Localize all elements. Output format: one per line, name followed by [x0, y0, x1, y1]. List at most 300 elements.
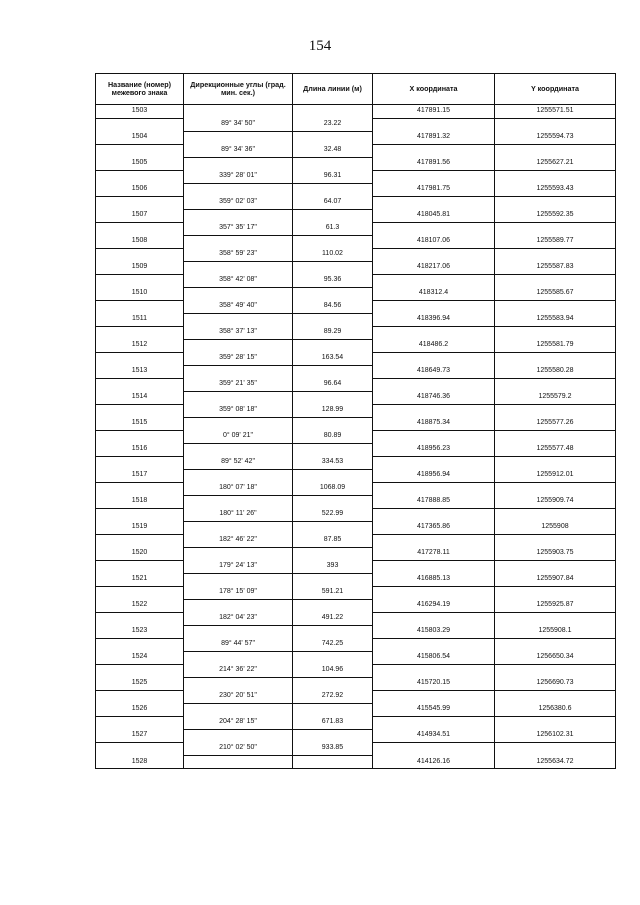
direction-angle-cell: 358° 42' 08" — [184, 274, 293, 287]
empty-cell — [495, 300, 616, 313]
table-row — [96, 209, 616, 222]
empty-cell — [293, 417, 373, 430]
line-length-cell: 95.36 — [293, 274, 373, 287]
empty-cell — [96, 742, 184, 755]
header-x-coordinate: X координата — [373, 74, 495, 105]
direction-angle-cell: 0° 09' 21" — [184, 430, 293, 443]
empty-cell — [96, 482, 184, 495]
empty-cell — [184, 391, 293, 404]
empty-cell — [373, 170, 495, 183]
x-coordinate-cell: 417365.86 — [373, 521, 495, 534]
table-row — [96, 573, 616, 586]
y-coordinate-cell: 1255580.28 — [495, 365, 616, 378]
empty-cell — [373, 352, 495, 365]
y-coordinate-cell: 1255587.83 — [495, 261, 616, 274]
direction-angle-cell: 89° 52' 42" — [184, 456, 293, 469]
empty-cell — [495, 248, 616, 261]
segment-row — [96, 534, 616, 547]
empty-cell — [184, 313, 293, 326]
x-coordinate-cell: 415806.54 — [373, 651, 495, 664]
empty-cell — [96, 716, 184, 729]
empty-cell — [293, 755, 373, 769]
empty-cell — [184, 131, 293, 144]
empty-cell — [184, 339, 293, 352]
table-row — [96, 469, 616, 482]
table-row — [96, 547, 616, 560]
empty-cell — [373, 404, 495, 417]
table-body — [96, 105, 616, 769]
empty-cell — [495, 586, 616, 599]
page-number: 154 — [308, 38, 332, 54]
table-row — [96, 521, 616, 534]
empty-cell — [184, 625, 293, 638]
table-row — [96, 729, 616, 742]
empty-cell — [96, 586, 184, 599]
header-mark-name: Название (номер) межевого знака — [96, 74, 184, 105]
segment-row — [96, 716, 616, 729]
table-row — [96, 599, 616, 612]
empty-cell — [373, 742, 495, 755]
y-coordinate-cell: 1255583.94 — [495, 313, 616, 326]
empty-cell — [293, 261, 373, 274]
empty-cell — [293, 573, 373, 586]
x-coordinate-cell: 418649.73 — [373, 365, 495, 378]
mark-name-cell: 1513 — [96, 365, 184, 378]
empty-cell — [293, 235, 373, 248]
table-row — [96, 287, 616, 300]
segment-row — [96, 222, 616, 235]
segment-row — [96, 482, 616, 495]
line-length-cell: 110.02 — [293, 248, 373, 261]
empty-cell — [373, 612, 495, 625]
empty-cell — [184, 677, 293, 690]
table-row — [96, 313, 616, 326]
direction-angle-cell: 359° 08' 18" — [184, 404, 293, 417]
x-coordinate-cell: 418486.2 — [373, 339, 495, 352]
segment-row — [96, 196, 616, 209]
mark-name-cell: 1526 — [96, 703, 184, 716]
empty-cell — [184, 157, 293, 170]
direction-angle-cell: 359° 21' 35" — [184, 378, 293, 391]
segment-row — [96, 430, 616, 443]
x-coordinate-cell: 418045.81 — [373, 209, 495, 222]
segment-row — [96, 352, 616, 365]
direction-angle-cell: 339° 28' 01" — [184, 170, 293, 183]
empty-cell — [495, 482, 616, 495]
mark-name-cell: 1520 — [96, 547, 184, 560]
empty-cell — [184, 443, 293, 456]
empty-cell — [96, 612, 184, 625]
segment-row — [96, 118, 616, 131]
empty-cell — [96, 690, 184, 703]
direction-angle-cell: 230° 20' 51" — [184, 690, 293, 703]
line-length-cell: 491.22 — [293, 612, 373, 625]
empty-cell — [373, 690, 495, 703]
y-coordinate-cell: 1255581.79 — [495, 339, 616, 352]
mark-name-cell: 1527 — [96, 729, 184, 742]
empty-cell — [495, 742, 616, 755]
empty-cell — [373, 144, 495, 157]
line-length-cell: 163.54 — [293, 352, 373, 365]
mark-name-cell: 1518 — [96, 495, 184, 508]
y-coordinate-cell: 1255593.43 — [495, 183, 616, 196]
segment-row — [96, 612, 616, 625]
direction-angle-cell: 359° 02' 03" — [184, 196, 293, 209]
table-row — [96, 339, 616, 352]
segment-row — [96, 742, 616, 755]
mark-name-cell: 1516 — [96, 443, 184, 456]
empty-cell — [293, 443, 373, 456]
direction-angle-cell: 359° 28' 15" — [184, 352, 293, 365]
y-coordinate-cell: 1255585.67 — [495, 287, 616, 300]
line-length-cell: 87.85 — [293, 534, 373, 547]
x-coordinate-cell: 414126.16 — [373, 755, 495, 769]
mark-name-cell: 1511 — [96, 313, 184, 326]
y-coordinate-cell: 1255907.84 — [495, 573, 616, 586]
empty-cell — [495, 716, 616, 729]
y-coordinate-cell: 1255925.87 — [495, 599, 616, 612]
y-coordinate-cell: 1256690.73 — [495, 677, 616, 690]
mark-name-cell: 1519 — [96, 521, 184, 534]
empty-cell — [96, 508, 184, 521]
mark-name-cell: 1514 — [96, 391, 184, 404]
direction-angle-cell: 89° 34' 36" — [184, 144, 293, 157]
line-length-cell: 671.83 — [293, 716, 373, 729]
mark-name-cell: 1505 — [96, 157, 184, 170]
empty-cell — [373, 300, 495, 313]
empty-cell — [495, 560, 616, 573]
empty-cell — [495, 378, 616, 391]
x-coordinate-cell: 418107.06 — [373, 235, 495, 248]
line-length-cell: 522.99 — [293, 508, 373, 521]
empty-cell — [96, 378, 184, 391]
empty-cell — [96, 326, 184, 339]
empty-cell — [373, 508, 495, 521]
empty-cell — [373, 118, 495, 131]
segment-row — [96, 456, 616, 469]
x-coordinate-cell: 417891.15 — [373, 105, 495, 119]
mark-name-cell: 1522 — [96, 599, 184, 612]
segment-row — [96, 144, 616, 157]
table-row — [96, 495, 616, 508]
mark-name-cell: 1509 — [96, 261, 184, 274]
empty-cell — [184, 417, 293, 430]
line-length-cell: 32.48 — [293, 144, 373, 157]
empty-cell — [293, 105, 373, 119]
direction-angle-cell: 182° 04' 23" — [184, 612, 293, 625]
x-coordinate-cell: 418312.4 — [373, 287, 495, 300]
table-header-row — [96, 74, 616, 105]
direction-angle-cell: 214° 36' 22" — [184, 664, 293, 677]
x-coordinate-cell: 417891.56 — [373, 157, 495, 170]
empty-cell — [495, 690, 616, 703]
empty-cell — [495, 430, 616, 443]
mark-name-cell: 1504 — [96, 131, 184, 144]
empty-cell — [184, 547, 293, 560]
x-coordinate-cell: 418217.06 — [373, 261, 495, 274]
segment-row — [96, 690, 616, 703]
segment-row — [96, 170, 616, 183]
empty-cell — [293, 183, 373, 196]
empty-cell — [96, 560, 184, 573]
empty-cell — [373, 456, 495, 469]
x-coordinate-cell: 418875.34 — [373, 417, 495, 430]
x-coordinate-cell: 417981.75 — [373, 183, 495, 196]
table-row — [96, 261, 616, 274]
segment-row — [96, 404, 616, 417]
x-coordinate-cell: 415803.29 — [373, 625, 495, 638]
segment-row — [96, 560, 616, 573]
segment-row — [96, 664, 616, 677]
line-length-cell: 96.31 — [293, 170, 373, 183]
empty-cell — [495, 456, 616, 469]
table-row — [96, 651, 616, 664]
empty-cell — [293, 131, 373, 144]
empty-cell — [373, 482, 495, 495]
y-coordinate-cell: 1256102.31 — [495, 729, 616, 742]
y-coordinate-cell: 1255577.48 — [495, 443, 616, 456]
empty-cell — [373, 274, 495, 287]
empty-cell — [293, 703, 373, 716]
direction-angle-cell: 358° 37' 13" — [184, 326, 293, 339]
y-coordinate-cell: 1255577.26 — [495, 417, 616, 430]
y-coordinate-cell: 1255589.77 — [495, 235, 616, 248]
x-coordinate-cell: 418956.23 — [373, 443, 495, 456]
line-length-cell: 64.07 — [293, 196, 373, 209]
segment-row — [96, 300, 616, 313]
empty-cell — [495, 638, 616, 651]
y-coordinate-cell: 1256380.6 — [495, 703, 616, 716]
segment-row — [96, 248, 616, 261]
line-length-cell: 61.3 — [293, 222, 373, 235]
segment-row — [96, 378, 616, 391]
empty-cell — [495, 664, 616, 677]
empty-cell — [184, 521, 293, 534]
line-length-cell: 96.64 — [293, 378, 373, 391]
empty-cell — [495, 196, 616, 209]
empty-cell — [495, 508, 616, 521]
direction-angle-cell: 210° 02' 50" — [184, 742, 293, 755]
y-coordinate-cell: 1255592.35 — [495, 209, 616, 222]
mark-name-cell: 1517 — [96, 469, 184, 482]
y-coordinate-cell: 1255627.21 — [495, 157, 616, 170]
mark-name-cell: 1503 — [96, 105, 184, 119]
empty-cell — [293, 729, 373, 742]
empty-cell — [293, 469, 373, 482]
y-coordinate-cell: 1255594.73 — [495, 131, 616, 144]
mark-name-cell: 1507 — [96, 209, 184, 222]
table-row — [96, 157, 616, 170]
empty-cell — [373, 586, 495, 599]
mark-name-cell: 1510 — [96, 287, 184, 300]
line-length-cell: 84.56 — [293, 300, 373, 313]
x-coordinate-cell: 418396.94 — [373, 313, 495, 326]
mark-name-cell: 1515 — [96, 417, 184, 430]
empty-cell — [373, 716, 495, 729]
empty-cell — [293, 209, 373, 222]
x-coordinate-cell: 418956.94 — [373, 469, 495, 482]
table-row — [96, 105, 616, 119]
y-coordinate-cell: 1256650.34 — [495, 651, 616, 664]
empty-cell — [293, 287, 373, 300]
empty-cell — [184, 729, 293, 742]
header-direction-angle: Дирекционные углы (град. мин. сек.) — [184, 74, 293, 105]
y-coordinate-cell: 1255912.01 — [495, 469, 616, 482]
mark-name-cell: 1525 — [96, 677, 184, 690]
mark-name-cell: 1528 — [96, 755, 184, 769]
line-length-cell: 1068.09 — [293, 482, 373, 495]
empty-cell — [184, 365, 293, 378]
empty-cell — [293, 391, 373, 404]
empty-cell — [373, 638, 495, 651]
line-length-cell: 89.29 — [293, 326, 373, 339]
empty-cell — [184, 209, 293, 222]
empty-cell — [96, 300, 184, 313]
empty-cell — [96, 248, 184, 261]
table-row — [96, 183, 616, 196]
x-coordinate-cell: 415545.99 — [373, 703, 495, 716]
empty-cell — [96, 352, 184, 365]
y-coordinate-cell: 1255909.74 — [495, 495, 616, 508]
empty-cell — [184, 105, 293, 119]
empty-cell — [293, 495, 373, 508]
empty-cell — [184, 599, 293, 612]
line-length-cell: 334.53 — [293, 456, 373, 469]
line-length-cell: 393 — [293, 560, 373, 573]
empty-cell — [184, 235, 293, 248]
segment-row — [96, 638, 616, 651]
empty-cell — [184, 183, 293, 196]
empty-cell — [96, 534, 184, 547]
table-row — [96, 443, 616, 456]
direction-angle-cell: 180° 07' 18" — [184, 482, 293, 495]
empty-cell — [495, 144, 616, 157]
empty-cell — [495, 352, 616, 365]
table-row — [96, 131, 616, 144]
empty-cell — [184, 261, 293, 274]
table-row — [96, 755, 616, 769]
direction-angle-cell: 178° 15' 09" — [184, 586, 293, 599]
table-row — [96, 365, 616, 378]
segment-row — [96, 508, 616, 521]
mark-name-cell: 1512 — [96, 339, 184, 352]
empty-cell — [373, 534, 495, 547]
y-coordinate-cell: 1255908 — [495, 521, 616, 534]
empty-cell — [495, 612, 616, 625]
empty-cell — [293, 339, 373, 352]
empty-cell — [293, 313, 373, 326]
empty-cell — [184, 469, 293, 482]
empty-cell — [96, 456, 184, 469]
empty-cell — [96, 274, 184, 287]
direction-angle-cell: 179° 24' 13" — [184, 560, 293, 573]
empty-cell — [373, 248, 495, 261]
line-length-cell: 933.85 — [293, 742, 373, 755]
line-length-cell: 742.25 — [293, 638, 373, 651]
empty-cell — [495, 118, 616, 131]
table-row — [96, 677, 616, 690]
mark-name-cell: 1524 — [96, 651, 184, 664]
y-coordinate-cell: 1255903.75 — [495, 547, 616, 560]
mark-name-cell: 1508 — [96, 235, 184, 248]
empty-cell — [96, 144, 184, 157]
empty-cell — [96, 430, 184, 443]
empty-cell — [373, 222, 495, 235]
empty-cell — [293, 625, 373, 638]
table-row — [96, 625, 616, 638]
empty-cell — [293, 651, 373, 664]
empty-cell — [373, 560, 495, 573]
direction-angle-cell: 89° 44' 57" — [184, 638, 293, 651]
y-coordinate-cell: 1255579.2 — [495, 391, 616, 404]
direction-angle-cell: 358° 49' 40" — [184, 300, 293, 313]
direction-angle-cell: 357° 35' 17" — [184, 222, 293, 235]
line-length-cell: 272.92 — [293, 690, 373, 703]
empty-cell — [184, 703, 293, 716]
empty-cell — [495, 326, 616, 339]
empty-cell — [495, 170, 616, 183]
line-length-cell: 80.89 — [293, 430, 373, 443]
mark-name-cell: 1521 — [96, 573, 184, 586]
y-coordinate-cell: 1255908.1 — [495, 625, 616, 638]
empty-cell — [293, 599, 373, 612]
empty-cell — [96, 404, 184, 417]
empty-cell — [96, 664, 184, 677]
empty-cell — [373, 430, 495, 443]
empty-cell — [184, 573, 293, 586]
empty-cell — [293, 547, 373, 560]
empty-cell — [373, 664, 495, 677]
table-row — [96, 703, 616, 716]
empty-cell — [293, 521, 373, 534]
direction-angle-cell: 182° 46' 22" — [184, 534, 293, 547]
empty-cell — [293, 365, 373, 378]
table-row — [96, 391, 616, 404]
mark-name-cell: 1506 — [96, 183, 184, 196]
line-length-cell: 591.21 — [293, 586, 373, 599]
segment-row — [96, 326, 616, 339]
line-length-cell: 128.99 — [293, 404, 373, 417]
empty-cell — [293, 157, 373, 170]
empty-cell — [184, 495, 293, 508]
empty-cell — [184, 755, 293, 769]
direction-angle-cell: 89° 34' 50" — [184, 118, 293, 131]
empty-cell — [495, 222, 616, 235]
header-line-length: Длина линии (м) — [293, 74, 373, 105]
empty-cell — [96, 196, 184, 209]
mark-name-cell: 1523 — [96, 625, 184, 638]
table-row — [96, 235, 616, 248]
segment-row — [96, 274, 616, 287]
empty-cell — [495, 274, 616, 287]
empty-cell — [293, 677, 373, 690]
table-row — [96, 417, 616, 430]
empty-cell — [96, 222, 184, 235]
x-coordinate-cell: 416294.19 — [373, 599, 495, 612]
segment-row — [96, 586, 616, 599]
x-coordinate-cell: 417278.11 — [373, 547, 495, 560]
empty-cell — [96, 638, 184, 651]
line-length-cell: 104.96 — [293, 664, 373, 677]
x-coordinate-cell: 418746.36 — [373, 391, 495, 404]
header-y-coordinate: Y координата — [495, 74, 616, 105]
x-coordinate-cell: 415720.15 — [373, 677, 495, 690]
empty-cell — [96, 118, 184, 131]
y-coordinate-cell: 1255634.72 — [495, 755, 616, 769]
boundary-marks-table — [95, 73, 616, 769]
empty-cell — [373, 326, 495, 339]
empty-cell — [373, 196, 495, 209]
